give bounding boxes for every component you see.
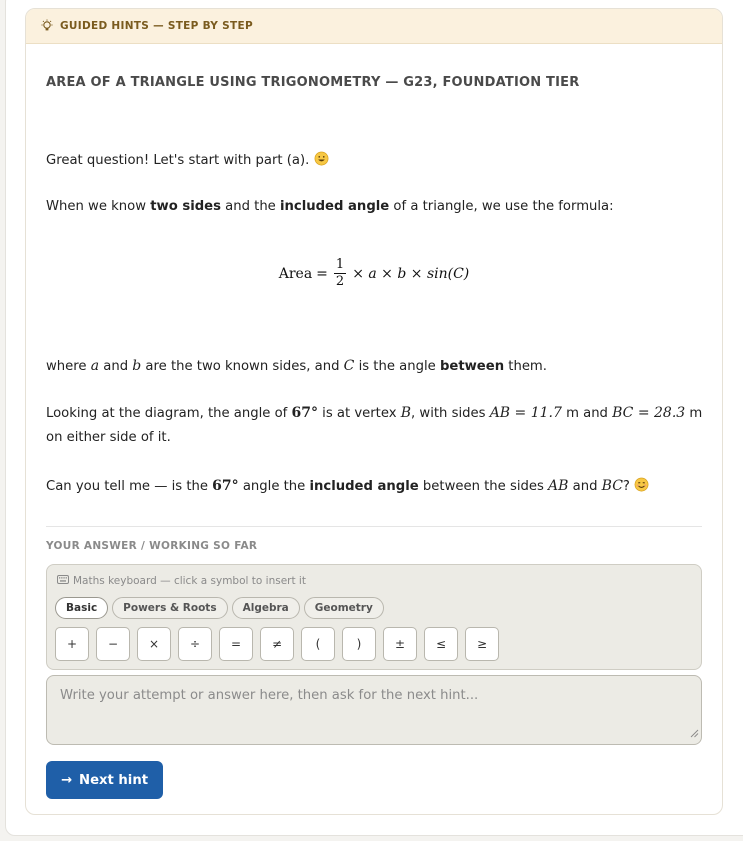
- lightbulb-icon: [40, 19, 54, 33]
- key-plus[interactable]: +: [55, 627, 89, 661]
- tab-geometry[interactable]: Geometry: [304, 597, 384, 619]
- resize-grip-icon[interactable]: [690, 723, 699, 742]
- where-explanation: where a and b are the two known sides, and C is the angle between them.: [46, 358, 547, 374]
- key-equals[interactable]: =: [219, 627, 253, 661]
- diagram-explanation: Looking at the diagram, the angle of 67° is at vertex B, with sides AB = 11.7 m and BC = 28.3 m: [46, 405, 703, 421]
- card-header: [26, 9, 722, 44]
- section-divider: [46, 526, 702, 527]
- question-title: AREA OF A TRIANGLE USING TRIGONOMETRY — G23, FOUNDATION TIER: [46, 75, 580, 90]
- keyboard-tabs: [55, 597, 384, 619]
- key-plus-minus[interactable]: ±: [383, 627, 417, 661]
- keyboard-caption: Maths keyboard — click a symbol to insert it: [57, 575, 306, 587]
- key-open-paren[interactable]: (: [301, 627, 335, 661]
- key-divide[interactable]: ÷: [178, 627, 212, 661]
- key-not-equal[interactable]: ≠: [260, 627, 294, 661]
- hint-intro: Great question! Let's start with part (a).: [46, 151, 329, 170]
- area-formula: [46, 257, 702, 290]
- maths-keyboard: [46, 564, 702, 670]
- formula-lhs: Area: [278, 265, 313, 282]
- key-greater-equal[interactable]: ≥: [465, 627, 499, 661]
- formula-lead: When we know two sides and the included angle of a triangle, we use the formula:: [46, 199, 614, 214]
- next-hint-button[interactable]: [46, 761, 163, 799]
- keyboard-keys: [55, 627, 499, 661]
- key-minus[interactable]: −: [96, 627, 130, 661]
- card-header-title: GUIDED HINTS — STEP BY STEP: [60, 20, 253, 32]
- formula-equals: =: [316, 265, 328, 282]
- tab-powers-roots[interactable]: Powers & Roots: [112, 597, 227, 619]
- answer-textarea[interactable]: [46, 675, 702, 745]
- answer-section-label: YOUR ANSWER / WORKING SO FAR: [46, 540, 258, 552]
- diagram-explanation-line2: on either side of it.: [46, 430, 171, 445]
- key-close-paren[interactable]: ): [342, 627, 376, 661]
- hint-question: Can you tell me — is the 67° angle the included angle between the sides AB and BC?: [46, 477, 649, 496]
- formula-fraction: $\frac{1}{2}$: [335, 257, 345, 289]
- arrow-right-icon: →: [60, 772, 73, 788]
- key-less-equal[interactable]: ≤: [424, 627, 458, 661]
- key-times[interactable]: ×: [137, 627, 171, 661]
- tab-algebra[interactable]: Algebra: [232, 597, 300, 619]
- next-hint-label: Next hint: [79, 772, 149, 788]
- guided-hints-card: [25, 8, 723, 815]
- grinning-face-icon: [314, 151, 329, 170]
- tab-basic[interactable]: Basic: [55, 597, 108, 619]
- smiling-face-icon: [634, 477, 649, 496]
- formula-rest: × a × b × sin(C): [352, 265, 470, 282]
- answer-placeholder: Write your attempt or answer here, then ask for the next hint...: [60, 688, 479, 703]
- keyboard-icon: [57, 575, 69, 587]
